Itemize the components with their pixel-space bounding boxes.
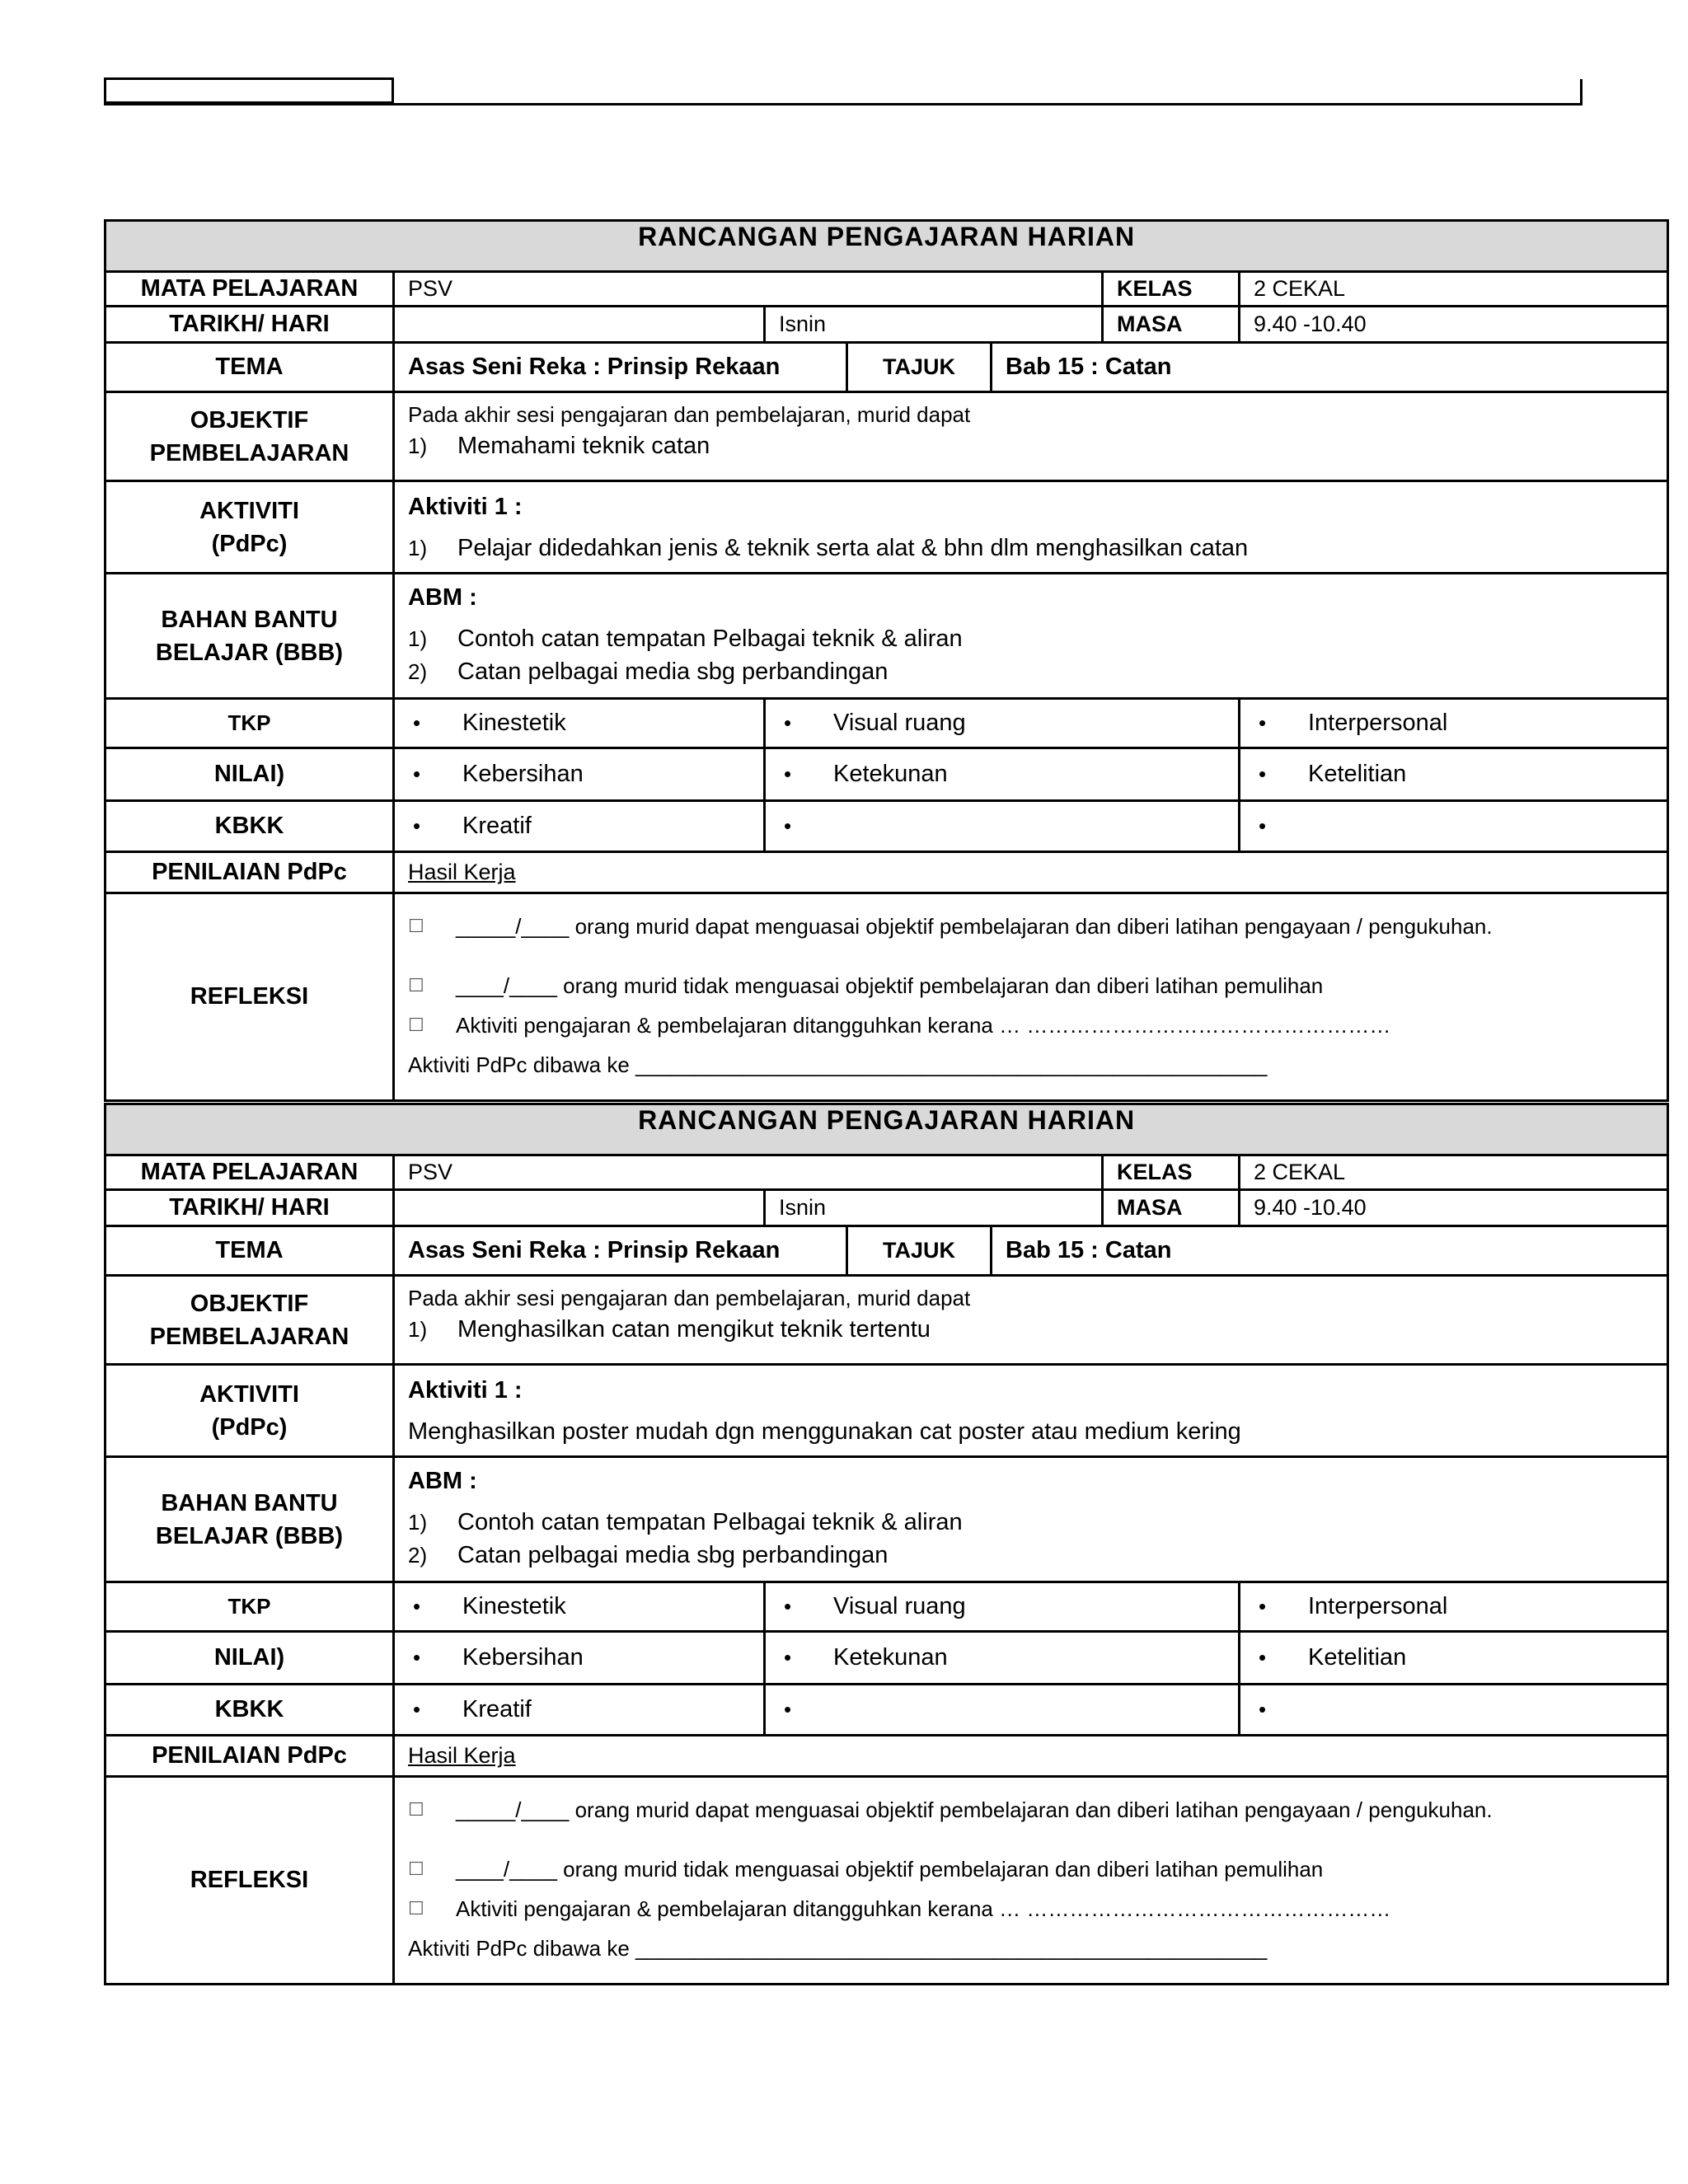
bbb-content — [394, 1457, 1668, 1582]
nilai-item: • Kebersihan — [394, 748, 765, 801]
kbkk-item: • Kreatif — [394, 1685, 765, 1736]
bullet-icon: • — [413, 762, 421, 786]
aktiviti-heading: Aktiviti 1 : — [408, 1377, 523, 1404]
list-item: 1) Memahami teknik catan — [408, 433, 710, 459]
refleksi-content: ☐ _____/____ orang murid dapat menguasai objektif pembelajaran dan diberi latihan pengayaan / pengukuhan. ☐ ____/____ orang murid tidak menguasai objektif pembelajaran dan diberi latihan pemulihan ☐ Aktiviti pengajaran & pembelajaran ditangguhkan kerana … …………………………………………… Aktiviti PdPc dibawa ke _____________________________________________________ — [394, 893, 1668, 1101]
penilaian-value: Hasil Kerja — [394, 852, 1668, 893]
kbkk-item — [1240, 1685, 1668, 1736]
kbkk-label: KBKK — [106, 1685, 394, 1736]
tajuk-value: Bab 15 : Catan — [992, 1226, 1668, 1276]
checkbox-icon[interactable]: ☐ — [408, 1015, 424, 1035]
nilai-item: • Ketekunan — [765, 1632, 1240, 1685]
bullet-icon: • — [413, 1645, 421, 1670]
tkp-label: TKP — [106, 699, 394, 748]
list-item: 2) Catan pelbagai media sbg perbandingan — [408, 1542, 889, 1568]
tajuk-label: TAJUK — [847, 343, 992, 392]
aktiviti-content — [394, 1365, 1668, 1457]
list-item: 1) Contoh catan tempatan Pelbagai teknik & aliran — [408, 626, 963, 652]
refleksi-label: REFLEKSI — [106, 893, 394, 1101]
mata-pelajaran-value: PSV — [394, 1155, 1103, 1190]
checkbox-icon[interactable]: ☐ — [408, 916, 424, 936]
kelas-label: KELAS — [1103, 1155, 1240, 1190]
hari-value: Isnin — [765, 1190, 1103, 1226]
header-box — [104, 77, 394, 104]
bullet-icon: • — [413, 1697, 421, 1722]
objektif-intro: Pada akhir sesi pengajaran dan pembelajaran, murid dapat — [408, 402, 971, 427]
aktiviti-content — [394, 481, 1668, 574]
tkp-item: • Kinestetik — [394, 699, 765, 748]
aktiviti-label: AKTIVITI (PdPc) — [106, 481, 394, 574]
masa-value: 9.40 -10.40 — [1240, 1190, 1668, 1226]
bullet-icon: • — [413, 710, 421, 735]
bullet-icon: • — [413, 1594, 421, 1619]
tarikh-label: TARIKH/ HARI — [106, 307, 394, 343]
checkbox-icon[interactable]: ☐ — [408, 1898, 424, 1919]
refleksi-label: REFLEKSI — [106, 1777, 394, 1985]
lesson-plan-table — [104, 219, 1669, 1102]
bullet-icon: • — [1259, 762, 1267, 786]
tarikh-date — [394, 307, 765, 343]
nilai-item: • Ketelitian — [1240, 1632, 1668, 1685]
list-item: 2) Catan pelbagai media sbg perbandingan — [408, 658, 889, 685]
objektif-label: OBJEKTIF PEMBELAJARAN — [106, 392, 394, 481]
hari-value: Isnin — [765, 307, 1103, 343]
objektif-intro: Pada akhir sesi pengajaran dan pembelajaran, murid dapat — [408, 1286, 971, 1310]
list-item: 1) Pelajar didedahkan jenis & teknik serta alat & bhn dlm menghasilkan catan — [408, 535, 1249, 561]
masa-value: 9.40 -10.40 — [1240, 307, 1668, 343]
bullet-icon: • — [784, 1594, 792, 1619]
tkp-item: • Visual ruang — [765, 1582, 1240, 1632]
kbkk-item: • Kreatif — [394, 801, 765, 852]
bbb-label: BAHAN BANTU BELAJAR (BBB) — [106, 574, 394, 699]
tkp-item: • Kinestetik — [394, 1582, 765, 1632]
tkp-item: • Visual ruang — [765, 699, 1240, 748]
header-bar — [104, 79, 1582, 105]
aktiviti-label: AKTIVITI (PdPc) — [106, 1365, 394, 1457]
plan-title: RANCANGAN PENGAJARAN HARIAN — [106, 221, 1668, 272]
tkp-label: TKP — [106, 1582, 394, 1632]
bullet-icon: • — [784, 1697, 792, 1722]
penilaian-value: Hasil Kerja — [394, 1736, 1668, 1777]
plan-title: RANCANGAN PENGAJARAN HARIAN — [106, 1104, 1668, 1155]
kelas-label: KELAS — [1103, 272, 1240, 307]
bullet-icon: • — [1259, 1697, 1267, 1722]
lesson-plan-table — [104, 1103, 1669, 1985]
penilaian-label: PENILAIAN PdPc — [106, 852, 394, 893]
bullet-icon: • — [784, 762, 792, 786]
objektif-content — [394, 392, 1668, 481]
bullet-icon: • — [1259, 1645, 1267, 1670]
nilai-item: • Ketekunan — [765, 748, 1240, 801]
mata-pelajaran-label: MATA PELAJARAN — [106, 272, 394, 307]
masa-label: MASA — [1103, 307, 1240, 343]
nilai-label: NILAI) — [106, 748, 394, 801]
objektif-label: OBJEKTIF PEMBELAJARAN — [106, 1276, 394, 1365]
checkbox-icon[interactable]: ☐ — [408, 975, 424, 996]
bullet-icon: • — [784, 1645, 792, 1670]
kelas-value: 2 CEKAL — [1240, 1155, 1668, 1190]
bullet-icon: • — [413, 813, 421, 838]
tema-value: Asas Seni Reka : Prinsip Rekaan — [394, 343, 847, 392]
aktiviti-heading: Aktiviti 1 : — [408, 494, 523, 520]
tarikh-date — [394, 1190, 765, 1226]
tema-label: TEMA — [106, 1226, 394, 1276]
kbkk-item — [765, 1685, 1240, 1736]
bbb-heading: ABM : — [408, 584, 477, 611]
bullet-icon: • — [1259, 1594, 1267, 1619]
bullet-icon: • — [784, 813, 792, 838]
tema-value: Asas Seni Reka : Prinsip Rekaan — [394, 1226, 847, 1276]
bbb-heading: ABM : — [408, 1468, 477, 1494]
bbb-label: BAHAN BANTU BELAJAR (BBB) — [106, 1457, 394, 1582]
tarikh-label: TARIKH/ HARI — [106, 1190, 394, 1226]
nilai-item: • Ketelitian — [1240, 748, 1668, 801]
kelas-value: 2 CEKAL — [1240, 272, 1668, 307]
checkbox-icon[interactable]: ☐ — [408, 1858, 424, 1879]
mata-pelajaran-value: PSV — [394, 272, 1103, 307]
tkp-item: • Interpersonal — [1240, 699, 1668, 748]
bbb-content — [394, 574, 1668, 699]
bullet-icon: • — [784, 710, 792, 735]
bullet-icon: • — [1259, 813, 1267, 838]
refleksi-content: ☐ _____/____ orang murid dapat menguasai objektif pembelajaran dan diberi latihan pengayaan / pengukuhan. ☐ ____/____ orang murid tidak menguasai objektif pembelajaran dan diberi latihan pemulihan ☐ Aktiviti pengajaran & pembelajaran ditangguhkan kerana … …………………………………………… Aktiviti PdPc dibawa ke _____________________________________________________ — [394, 1777, 1668, 1985]
list-item: 1) Menghasilkan catan mengikut teknik tertentu — [408, 1316, 931, 1343]
penilaian-label: PENILAIAN PdPc — [106, 1736, 394, 1777]
list-item: Menghasilkan poster mudah dgn menggunakan cat poster atau medium kering — [408, 1418, 1241, 1445]
tema-label: TEMA — [106, 343, 394, 392]
bullet-icon: • — [1259, 710, 1267, 735]
nilai-item: • Kebersihan — [394, 1632, 765, 1685]
tajuk-label: TAJUK — [847, 1226, 992, 1276]
kbkk-item — [765, 801, 1240, 852]
kbkk-item — [1240, 801, 1668, 852]
tkp-item: • Interpersonal — [1240, 1582, 1668, 1632]
kbkk-label: KBKK — [106, 801, 394, 852]
list-item: 1) Contoh catan tempatan Pelbagai teknik & aliran — [408, 1509, 963, 1535]
checkbox-icon[interactable]: ☐ — [408, 1799, 424, 1820]
masa-label: MASA — [1103, 1190, 1240, 1226]
tajuk-value: Bab 15 : Catan — [992, 343, 1668, 392]
nilai-label: NILAI) — [106, 1632, 394, 1685]
objektif-content — [394, 1276, 1668, 1365]
mata-pelajaran-label: MATA PELAJARAN — [106, 1155, 394, 1190]
